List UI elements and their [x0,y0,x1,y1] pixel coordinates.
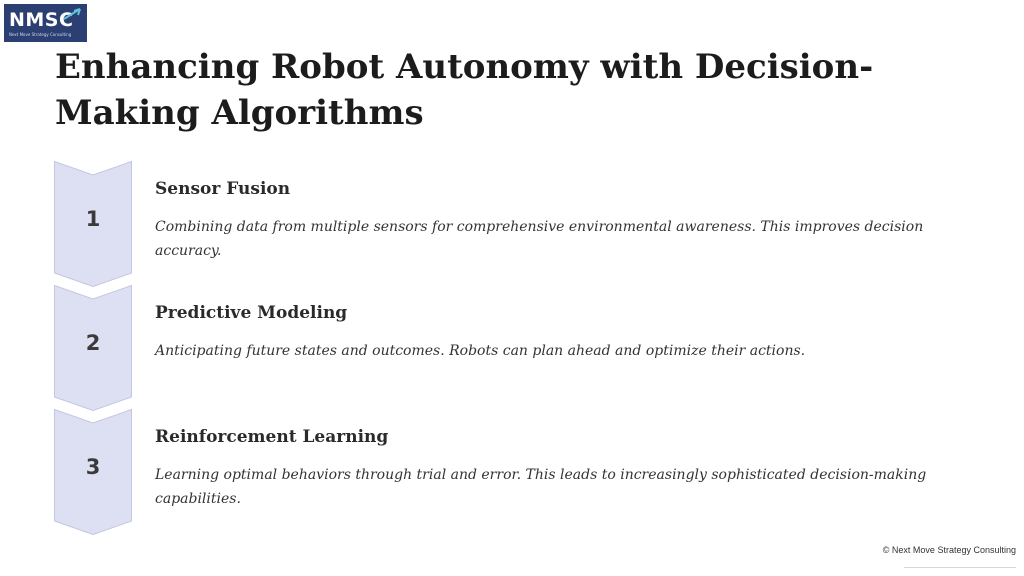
step-description: Anticipating future states and outcomes. Robots can plan ahead and optimize their actions. [155,343,806,359]
step-description: Combining data from multiple sensors for comprehensive environmental awareness. This improves decision accuracy. [155,219,924,259]
step-description: Learning optimal behaviors through trial and error. This leads to increasingly sophisticated decision-making capabilities. [155,467,927,507]
step-number: 2 [85,331,101,355]
step-number: 1 [85,207,101,231]
logo-arrow-icon [62,7,84,21]
step-number: 3 [85,455,101,479]
step-3 [0,409,1024,535]
logo-text: NMSC [9,9,74,31]
logo-tagline: Next Move Strategy Consulting [9,32,72,37]
step-2 [0,285,1024,411]
step-title: Sensor Fusion [155,179,291,199]
step-1 [0,161,1024,287]
footer-divider [904,567,1016,568]
company-logo [4,4,87,42]
step-title: Reinforcement Learning [155,427,389,447]
step-title: Predictive Modeling [155,303,348,323]
page-title: Enhancing Robot Autonomy with Decision-Making Algorithms [55,47,874,133]
copyright-footer: © Next Move Strategy Consulting [882,545,1016,555]
